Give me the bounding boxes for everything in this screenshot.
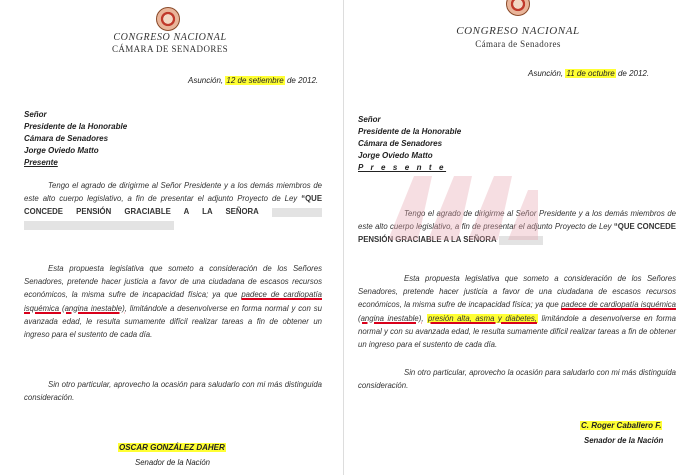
medical-condition-underline: padece de cardiopatía isquémica (angina inestable) <box>24 290 322 313</box>
document-date: Asunción, 11 de octubre de 2012. <box>528 69 650 78</box>
paragraph-justification: Esta propuesta legislativa que someto a consideración de los Señores Senadores, pretende hacer justicia a favor de una ciudadana de escasos recursos económicos, la misma sufre de incapacidad física; ya que padece de cardiopatía isquémica (angina inestable), presión alta, asma y diabetes, limitándole a desenvolverse en forma normal y con su avanzada edad, le resulta sumamente difícil realizar tareas a fin de obtener un ingreso para el sustento de cada día. <box>358 274 676 350</box>
addressee-block: Señor Presidente de la Honorable Cámara de Senadores Jorge Oviedo Matto P r e s e n t e <box>358 115 462 172</box>
redacted-name <box>272 208 322 217</box>
paragraph-closing: Sin otro particular, aprovecho la ocasión para saludarlo con mi más distinguida consideración. <box>24 380 322 403</box>
signer-name: C. Roger Caballero F. <box>581 421 662 430</box>
chamber-name: Cámara de Senadores <box>475 39 561 49</box>
signer-name: OSCAR GONZÁLEZ DAHER <box>119 443 225 452</box>
signer-role: Senador de la Nación <box>135 458 210 467</box>
congress-seal-icon <box>156 7 180 31</box>
medical-condition-underline: padece de cardiopatía isquémica (angina inestable) <box>358 300 676 323</box>
bill-title: “QUE CONCEDE PENSIÓN GRACIABLE A LA SEÑORA <box>358 222 677 245</box>
redacted-name-line <box>24 221 174 230</box>
institution-name: CONGRESO NACIONAL <box>456 25 580 37</box>
document-right <box>343 0 700 475</box>
chamber-name: CÁMARA DE SENADORES <box>111 44 229 54</box>
paragraph-intro: Tengo el agrado de dirigirme al Señor Presidente y a los demás miembros de este alto cuerpo legislativo, a fin de presentar el adjunto Proyecto de Ley “QUE CONCEDE PENSIÓN GRACIABLE A LA SEÑORA <box>24 179 322 232</box>
signer-role: Senador de la Nación <box>584 436 664 445</box>
bill-title: “QUE CONCEDE PENSIÓN GRACIABLE A LA SEÑORA <box>24 194 323 217</box>
paragraph-intro: Tengo el agrado de dirigirme al Señor Presidente y a los demás miembros de este alto cuerpo legislativo, a fin de presentar el adjunto Proyecto de Ley “QUE CONCEDE PENSIÓN GRACIABLE A LA SEÑORA <box>358 209 677 245</box>
paragraph-closing: Sin otro particular, aprovecho la ocasión para saludarlo con mi más distinguida consideración. <box>358 368 676 391</box>
addressee-block: Señor Presidente de la Honorable Cámara de Senadores Jorge Oviedo Matto Presente <box>24 110 128 167</box>
congress-seal-icon <box>506 0 530 16</box>
institution-name: CONGRESO NACIONAL <box>113 32 227 43</box>
date-highlight: 12 de setiembre <box>226 76 284 85</box>
document-date: Asunción, 12 de setiembre de 2012. <box>188 76 319 85</box>
document-left <box>0 0 343 475</box>
redacted-name <box>499 236 543 245</box>
paragraph-justification: Esta propuesta legislativa que someto a consideración de los Señores Senadores, pretende hacer justicia a favor de una ciudadana de escasos recursos económicos, la misma sufre de incapacidad física; ya que padece de cardiopatía isquémica (angina inestable), limitándole a desenvolverse en forma normal y con su avanzada edad, le resulta sumamente difícil realizar tareas a fin de obtener un ingreso para el sustento de cada día. <box>24 264 322 340</box>
date-highlight: 11 de octubre <box>566 69 615 78</box>
added-conditions-highlight: presión alta, asma y diabetes, <box>428 313 537 323</box>
